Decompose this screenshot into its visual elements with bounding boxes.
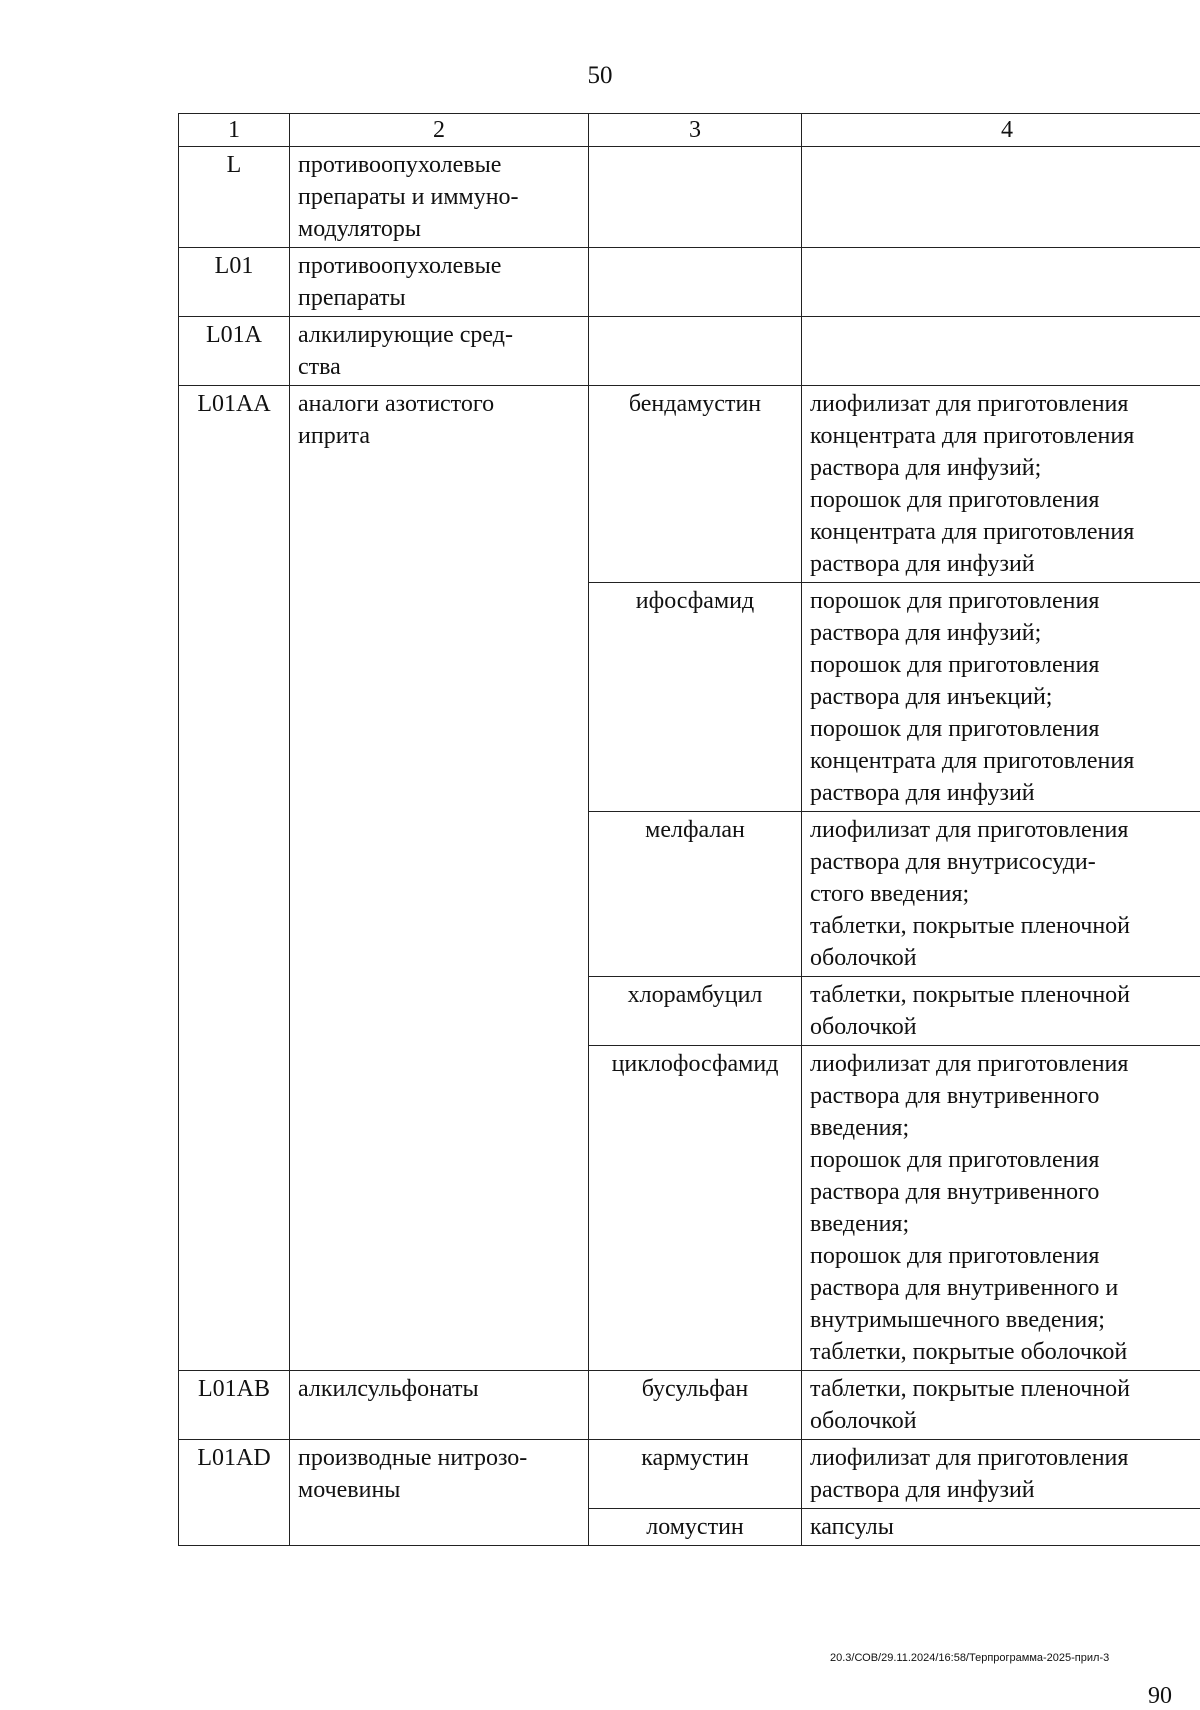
drug-name-cell: мелфалан: [589, 812, 802, 977]
dosage-forms-cell: порошок для приготовления раствора для инфузий; порошок для приготовления раствора для инъекций; порошок для приготовления концентрата для приготовления раствора для инфузий: [802, 583, 1200, 812]
sheet-number: 90: [1148, 1683, 1172, 1710]
drug-name-cell: [589, 248, 802, 317]
dosage-forms-cell: капсулы: [802, 1509, 1200, 1546]
table-row: [179, 1440, 1200, 1509]
drug-name-cell: [589, 147, 802, 248]
drug-name-cell: кармустин: [589, 1440, 802, 1509]
atc-code-cell: L01AA: [179, 386, 290, 1371]
anatomical-group-cell: противоопухолевые препараты: [290, 248, 589, 317]
drug-name-cell: бендамустин: [589, 386, 802, 583]
atc-code-cell: L01AD: [179, 1440, 290, 1546]
column-header-2: 2: [290, 114, 589, 147]
table-row: [179, 147, 1200, 248]
anatomical-group-cell: противоопухолевые препараты и иммуно- модуляторы: [290, 147, 589, 248]
dosage-forms-cell: [802, 248, 1200, 317]
anatomical-group-cell: алкилирующие сред- ства: [290, 317, 589, 386]
footer-stamp: 20.3/СОВ/29.11.2024/16:58/Терпрограмма-2025-прил-3: [830, 1652, 1109, 1664]
drug-name-cell: циклофосфамид: [589, 1046, 802, 1371]
table-row: [179, 386, 1200, 583]
anatomical-group-cell: алкилсульфонаты: [290, 1371, 589, 1440]
drug-name-cell: ифосфамид: [589, 583, 802, 812]
drug-name-cell: бусульфан: [589, 1371, 802, 1440]
dosage-forms-cell: лиофилизат для приготовления раствора для внутрисосуди- стого введения; таблетки, покрытые пленочной оболочкой: [802, 812, 1200, 977]
table-row: [179, 317, 1200, 386]
table-header-row: [179, 114, 1200, 147]
table-body: [179, 147, 1200, 1546]
table-row: [179, 248, 1200, 317]
dosage-forms-cell: лиофилизат для приготовления концентрата для приготовления раствора для инфузий; порошок для приготовления концентрата для приготовления раствора для инфузий: [802, 386, 1200, 583]
dosage-forms-cell: лиофилизат для приготовления раствора для инфузий: [802, 1440, 1200, 1509]
atc-code-cell: L: [179, 147, 290, 248]
drug-name-cell: ломустин: [589, 1509, 802, 1546]
column-header-1: 1: [179, 114, 290, 147]
column-header-4: 4: [802, 114, 1200, 147]
atc-code-cell: L01A: [179, 317, 290, 386]
column-header-3: 3: [589, 114, 802, 147]
table-row: [179, 1371, 1200, 1440]
dosage-forms-cell: таблетки, покрытые пленочной оболочкой: [802, 1371, 1200, 1440]
anatomical-group-cell: производные нитрозо- мочевины: [290, 1440, 589, 1546]
dosage-forms-cell: таблетки, покрытые пленочной оболочкой: [802, 977, 1200, 1046]
atc-code-cell: L01: [179, 248, 290, 317]
atc-code-cell: L01AB: [179, 1371, 290, 1440]
dosage-forms-cell: [802, 317, 1200, 386]
page-number: 50: [0, 62, 1200, 90]
drug-name-cell: [589, 317, 802, 386]
drug-name-cell: хлорамбуцил: [589, 977, 802, 1046]
drug-table: [178, 113, 1200, 1546]
dosage-forms-cell: [802, 147, 1200, 248]
dosage-forms-cell: лиофилизат для приготовления раствора для внутривенного введения; порошок для приготовления раствора для внутривенного введения; порошок для приготовления раствора для внутривенного и внутримышечного введения; таблетки, покрытые оболочкой: [802, 1046, 1200, 1371]
anatomical-group-cell: аналоги азотистого иприта: [290, 386, 589, 1371]
